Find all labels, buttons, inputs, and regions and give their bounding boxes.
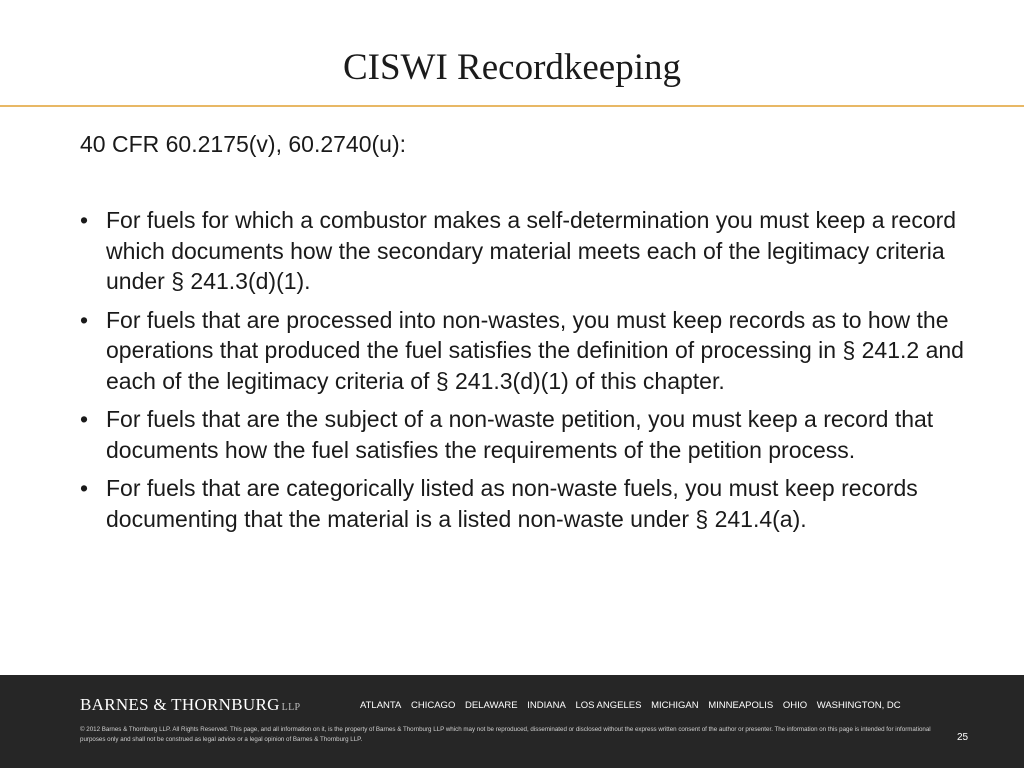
footer-bar [0,675,1024,768]
office-item: MICHIGAN [651,700,699,711]
slide-title: CISWI Recordkeeping [342,47,682,88]
title-divider [0,105,1024,107]
logo-text: BARNES & THORNBURG [80,695,280,714]
firm-logo [80,695,300,715]
office-item: ATLANTA [360,700,402,711]
office-item: CHICAGO [411,700,456,711]
office-item: LOS ANGELES [575,700,642,711]
regulation-citation: 40 CFR 60.2175(v), 60.2740(u): [80,131,407,157]
bullet-text: For fuels for which a combustor makes a self-determination you must keep a record which documents how the secondary material meets each of the legitimacy criteria under § 241.3(d)(1). [106,207,957,294]
office-item: WASHINGTON, DC [816,700,901,711]
bullet-text: For fuels that are the subject of a non-waste petition, you must keep a record that documents how the fuel satisfies the requirements of the petition process. [106,406,934,463]
page-number: 25 [957,732,969,743]
bullet-item [80,305,970,397]
bullet-marker: • [80,306,89,333]
office-item: DELAWARE [464,700,518,711]
bullet-marker: • [80,406,89,432]
logo-suffix: LLP [281,702,301,713]
bullet-text: For fuels that are categorically listed as non-waste fuels, you must keep records documenting that the material is a listed non-waste under § 241.4(a). [106,475,918,532]
bullet-list [80,205,970,542]
bullet-item [80,473,970,534]
office-item: OHIO [782,700,808,711]
bullet-marker: • [80,207,89,233]
bullet-item [80,404,970,465]
office-item: INDIANA [527,700,566,711]
bullet-text: For fuels that are processed into non-wastes, you must keep records as to how the operations that produced the fuel satisfies the definition of processing in § 241.2 and each of the legitimacy criteria of § 241.3(d)(1) of this chapter. [106,306,964,394]
office-item: MINNEAPOLIS [708,700,774,711]
bullet-item [80,205,970,297]
office-locations [360,700,908,711]
legal-disclaimer: © 2012 Barnes & Thornburg LLP. All Rights Reserved. This page, and all information on it, is the property of Barnes & Thornburg LLP which may not be reproduced, disseminated or disclosed without the express written consent of the author or presenter. The information on this page is intended for informational purposes only and shall not be construed as legal advice or a legal opinion of Barnes & Thornburg LLP. [80,726,931,743]
bullet-marker: • [80,475,89,501]
